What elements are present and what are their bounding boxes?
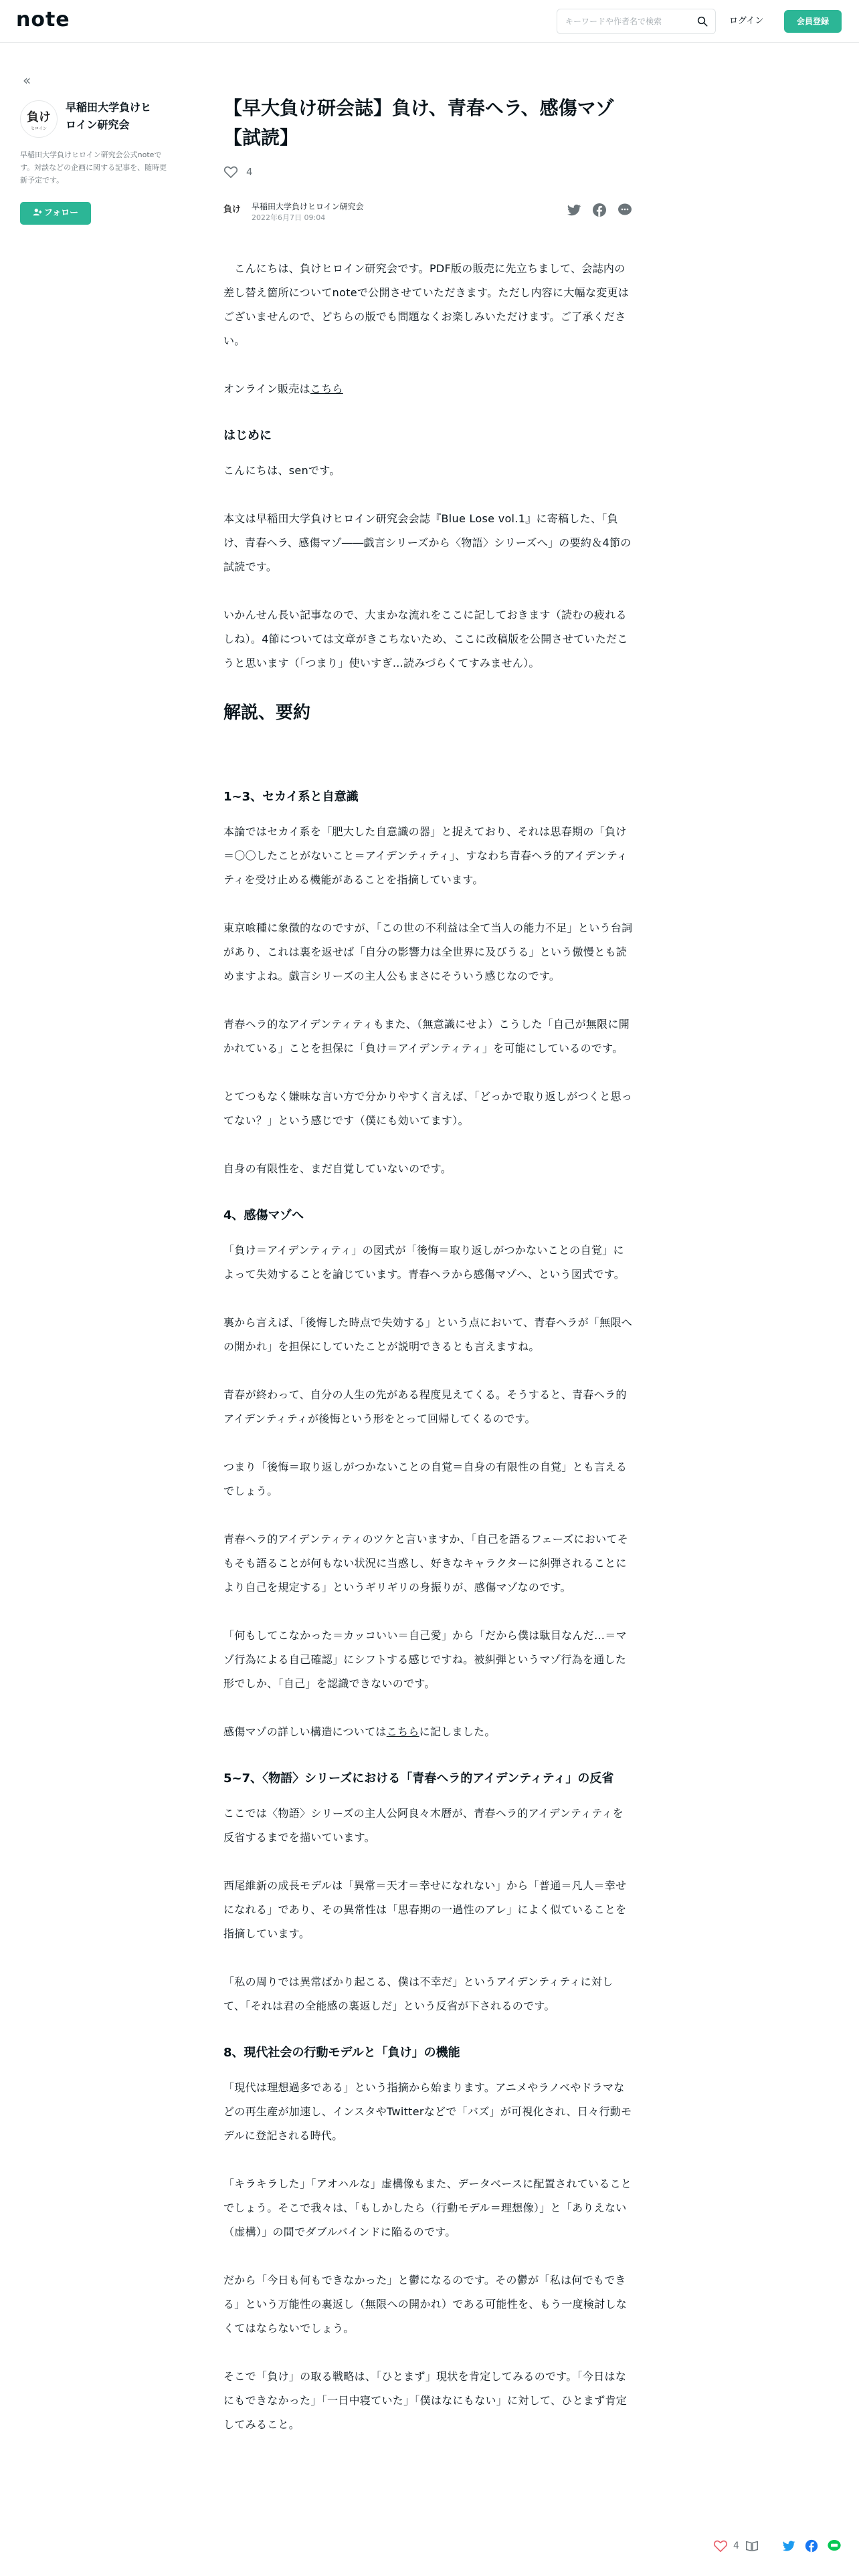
paragraph: 自身の有限性を、まだ自覚していないのです。	[223, 1162, 452, 1175]
paragraph: 裏から言えば、「後悔した時点で失効する」という点において、青春ヘラが「無限への開かれ」を担保にしていたことが説明できるとも言えますね。	[223, 1316, 633, 1353]
facebook-icon[interactable]	[591, 202, 607, 218]
paragraph: ここでは〈物語〉シリーズの主人公阿良々木暦が、青春ヘラ的アイデンティティを反省するまでを描いています。	[223, 1807, 624, 1844]
paragraph: つまり「後悔＝取り返しがつかないことの自覚＝自身の有限性の自覚」とも言えるでしょう。	[223, 1461, 628, 1497]
paragraph: そこで「負け」の取る戦略は、「ひとまず」現状を肯定してみるのです。「今日はなにもできなかった」「一日中寝ていた」「僕はなにもない」に対して、ひとまず肯定してみること。	[223, 2370, 628, 2431]
article-title: 【早大負け研会誌】負け、青春ヘラ、感傷マゾ【試読】	[223, 97, 614, 148]
follow-button[interactable]	[20, 202, 91, 225]
paragraph: 西尾維新の成長モデルは「異常＝天才＝幸せになれない」から「普通＝凡人＝幸せになれる」であり、その異常性は「思春期の一過性のアレ」によく似ていることを指摘しています。	[223, 1879, 627, 1940]
heading-kaisetsu: 解説、要約	[223, 703, 311, 723]
share-buttons	[566, 202, 633, 218]
heading-section-5-7: 5~7、〈物語〉シリーズにおける「青春ヘラ的アイデンティティ」の反省	[223, 1772, 614, 1786]
paragraph: とてつもなく嫌味な言い方で分かりやすく言えば、「どっかで取り返しがつくと思ってない？」という感じです（僕にも効いてます）。	[223, 1090, 633, 1127]
facebook-icon[interactable]	[804, 2539, 819, 2553]
line-icon[interactable]	[827, 2539, 842, 2553]
author-row	[223, 201, 633, 230]
search-input[interactable]	[565, 9, 692, 33]
paragraph: 青春が終わって、自分の人生の先がある程度見えてくる。そうすると、青春ヘラ的アイデンティティが後悔という形をとって回帰してくるのです。	[223, 1388, 627, 1425]
more-icon[interactable]	[617, 202, 633, 218]
chevrons-left-icon[interactable]: «	[23, 72, 31, 88]
kansho-link[interactable]: こちら	[386, 1725, 419, 1738]
magazine-icon[interactable]	[745, 2539, 759, 2553]
like-count: 4	[246, 166, 253, 178]
paragraph: 本文は早稲田大学負けヒロイン研究会会誌『Blue Lose vol.1』に寄稿した、「負け、青春ヘラ、感傷マゾ――戯言シリーズから〈物語〉シリーズへ」の要約＆4節の試読です。	[223, 512, 632, 573]
kansho-text: 感傷マゾの詳しい構造については	[223, 1725, 387, 1738]
kansho-link-paragraph	[223, 1720, 633, 1744]
circle-logo-text: 負け	[27, 110, 51, 124]
floating-share-bar	[781, 2539, 842, 2553]
paragraph: 「何もしてこなかった＝カッコいい＝自己愛」から「だから僕は駄目なんだ…＝マゾ行為による自己確認」にシフトする感じですね。被糾弾というマゾ行為を通した形でしか、「自己」を認識できないのです。	[223, 1629, 627, 1690]
paragraph: 「現代は理想過多である」という指摘から始まります。アニメやラノベやドラマなどの再生産が加速し、インスタやTwitterなどで「バズ」が可視化され、日々行動モデルに登記される時代。	[223, 2081, 632, 2142]
signup-button[interactable]: 会員登録	[784, 10, 842, 33]
heart-icon[interactable]	[223, 165, 238, 179]
online-sale-link[interactable]: こちら	[310, 383, 343, 395]
search-icon[interactable]	[696, 15, 708, 27]
like-area	[223, 165, 633, 179]
circle-logo-sub: ヒロイン	[31, 126, 47, 131]
floating-like-count: 4	[733, 2541, 739, 2551]
twitter-icon[interactable]	[566, 202, 582, 218]
circle-logo[interactable]	[20, 100, 58, 138]
heart-icon[interactable]	[713, 2539, 728, 2553]
paragraph: 東京喰種に象徴的なのですが、「この世の不利益は全て当人の能力不足」という台詞があり、これは裏を返せば「自分の影響力は全世界に及びうる」という傲慢とも読めますよね。戯言シリーズの主人公もまさにそういう感じなのです。	[223, 922, 633, 982]
search-box[interactable]	[557, 9, 716, 34]
paragraph: こんにちは、senです。	[223, 464, 341, 477]
heading-section-4: 4、感傷マゾへ	[223, 1208, 304, 1222]
floating-like-bar	[713, 2539, 759, 2553]
online-sale-paragraph	[223, 377, 633, 401]
site-header	[0, 0, 859, 43]
author-avatar[interactable]: 負け	[223, 205, 242, 215]
user-plus-icon	[33, 208, 42, 216]
online-sale-text: オンライン販売は	[223, 383, 310, 395]
heading-section-1-3: 1~3、セカイ系と自意識	[223, 790, 359, 804]
author-name[interactable]: 早稲田大学負けヒロイン研究会	[252, 202, 364, 211]
login-link[interactable]: ログイン	[729, 16, 764, 26]
paragraph: 「負け＝アイデンティティ」の図式が「後悔＝取り返しがつかないことの自覚」によって失効することを論じています。青春ヘラから感傷マゾへ、という図式です。	[223, 1244, 626, 1281]
publish-date: 2022年6月7日 09:04	[252, 213, 326, 222]
paragraph: 「キラキラした」「アオハルな」虚構像もまた、データベースに配置されていることでしょう。そこで我々は、「もしかしたら（行動モデル＝理想像）」と「ありえない（虚構）」の間でダブルバインドに陥るのです。	[223, 2177, 632, 2238]
circle-description: 早稲田大学負けヒロイン研究会公式noteです。対談などの企画に関する記事を、随時更新予定です。	[20, 150, 167, 185]
heading-section-8: 8、現代社会の行動モデルと「負け」の機能	[223, 2046, 460, 2060]
kansho-suffix: に記しました。	[419, 1725, 496, 1738]
follow-label: フォロー	[43, 208, 79, 218]
paragraph: 本論ではセカイ系を「肥大した自意識の器」と捉えており、それは思春期の「負け＝〇〇したことがないこと＝アイデンティティ」、すなわち青春ヘラ的アイデンティティを受け止める機能があることを指摘しています。	[223, 825, 628, 886]
paragraph: 青春ヘラ的なアイデンティティもまた、（無意識にせよ）こうした「自己が無限に開かれている」ことを担保に「負け＝アイデンティティ」を可能にしているのです。	[223, 1018, 630, 1055]
article-body	[223, 257, 633, 2437]
article	[223, 94, 633, 2461]
twitter-icon[interactable]	[781, 2539, 796, 2553]
paragraph: こんにちは、負けヒロイン研究会です。PDF版の販売に先立ちまして、会誌内の差し替え箇所についてnoteで公開させていただきます。ただし内容に大幅な変更はございませんので、どちらの版でも問題なくお楽しみいただけます。ご了承ください。	[223, 262, 630, 347]
paragraph: いかんせん長い記事なので、大まかな流れをここに記しておきます（読むの疲れるしね）。4節については文章がきこちないため、ここに改稿版を公開させていただこうと思います（「つまり」使いすぎ…読みづらくてすみません）。	[223, 609, 628, 669]
note-logo[interactable]: note	[16, 8, 70, 31]
circle-name[interactable]: 早稲田大学負けヒロイン研究会	[66, 101, 152, 131]
paragraph: 「私の周りでは異常ばかり起こる、僕は不幸だ」というアイデンティティに対して、「それは君の全能感の裏返しだ」という反省が下されるのです。	[223, 1975, 613, 2012]
heading-hajimeni: はじめに	[223, 429, 272, 443]
paragraph: 青春ヘラ的アイデンティティのツケと言いますか、「自己を語るフェーズにおいてそもそも語ることが何もない状況に当惑し、好きなキャラクターに糾弾されることにより自己を規定する」というギリギリの身振りが、感傷マゾなのです。	[223, 1533, 629, 1594]
paragraph: だから「今日も何もできなかった」と鬱になるのです。その鬱が「私は何でもできる」という万能性の裏返し（無限への開かれ）である可能性を、もう一度検討しなくてはならないでしょう。	[223, 2274, 628, 2335]
